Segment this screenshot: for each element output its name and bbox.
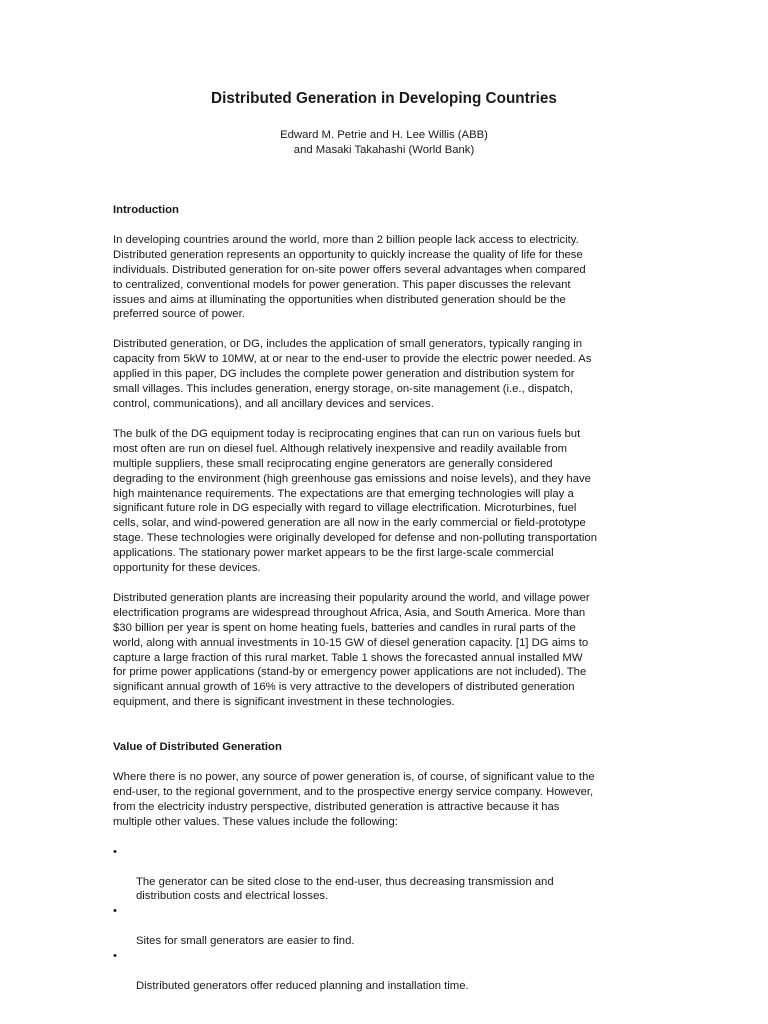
list-item-text: The generator can be sited close to the end-user, thus decreasing transmission and distribution costs and electrical losses.	[136, 875, 554, 903]
list-item	[113, 949, 658, 994]
paragraph: In developing countries around the world, more than 2 billion people lack access to electricity. Distributed generation represents an opportunity to quickly increase the quality of life for these individuals. Distributed generation for on-site power offers several advantages when compared to centralized, conventional models for power generation. This paper discusses the relevant issues and aims at illuminating the opportunities when distributed generation should be the preferred source of power.	[113, 233, 586, 321]
author-line-2: and Masaki Takahashi (World Bank)	[293, 144, 475, 156]
section-introduction	[113, 203, 658, 710]
list-item-text: Distributed generators offer reduced planning and installation time.	[136, 979, 469, 992]
list-item	[113, 845, 658, 905]
bullet-icon: •	[113, 950, 117, 963]
bullet-list	[113, 845, 658, 994]
author-line-1: Edward M. Petrie and H. Lee Willis (ABB)	[280, 129, 488, 141]
list-item	[113, 904, 658, 949]
paragraph: Where there is no power, any source of power generation is, of course, of significant value to the end-user, to the regional government, and to the prospective energy service company. However, from the electricity industry perspective, distributed generation is attractive because it has multiple other values. These values include the following:	[113, 771, 595, 828]
body-text	[113, 203, 658, 994]
paragraph: The bulk of the DG equipment today is reciprocating engines that can run on various fuels but most often are run on diesel fuel. Although relatively inexpensive and readily available from multiple suppliers, these small reciprocating engine generators are generally considered degrading to the environment (high greenhouse gas emissions and noise levels), and they have high maintenance requirements. The expectations are that emerging technologies will play a significant future role in DG especially with regard to village electrification. Microturbines, fuel cells, solar, and wind-powered generation are all now in the early commercial or field-prototype stage. These technologies were originally developed for defense and non-polluting transportation applications. The stationary power market appears to be the first large-scale commercial opportunity for these devices.	[113, 427, 597, 575]
paragraph: Distributed generation, or DG, includes the application of small generators, typically ranging in capacity from 5kW to 10MW, at or near to the end-user to provide the electric power needed. As applied in this paper, DG includes the complete power generation and distribution system for small villages. This includes generation, energy storage, on-site management (i.e., dispatch, control, communications), and all ancillary devices and services.	[113, 338, 592, 410]
list-item-text: Sites for small generators are easier to find.	[136, 935, 355, 948]
paragraph: Distributed generation plants are increasing their popularity around the world, and village power electrification programs are widespread throughout Africa, Asia, and South America. More than $30 billion per year is spent on home heating fuels, batteries and candles in rural parts of the world, along with annual investments in 10-15 GW of diesel generation capacity. [1] DG aims to capture a large fraction of this rural market. Table 1 shows the forecasted annual installed MW for prime power applications (stand-by or emergency power applications are not included). The significant annual growth of 16% is very attractive to the developers of distributed generation equipment, and there is significant investment in these technologies.	[113, 591, 590, 709]
section-spacer	[113, 725, 658, 740]
section-heading: Introduction	[113, 204, 179, 216]
section-value-of-dg	[113, 740, 658, 994]
author-block	[0, 128, 768, 158]
section-heading: Value of Distributed Generation	[113, 741, 282, 754]
bullet-icon: •	[113, 845, 117, 858]
paper-title: Distributed Generation in Developing Countries	[211, 90, 557, 107]
bullet-icon: •	[113, 905, 117, 918]
